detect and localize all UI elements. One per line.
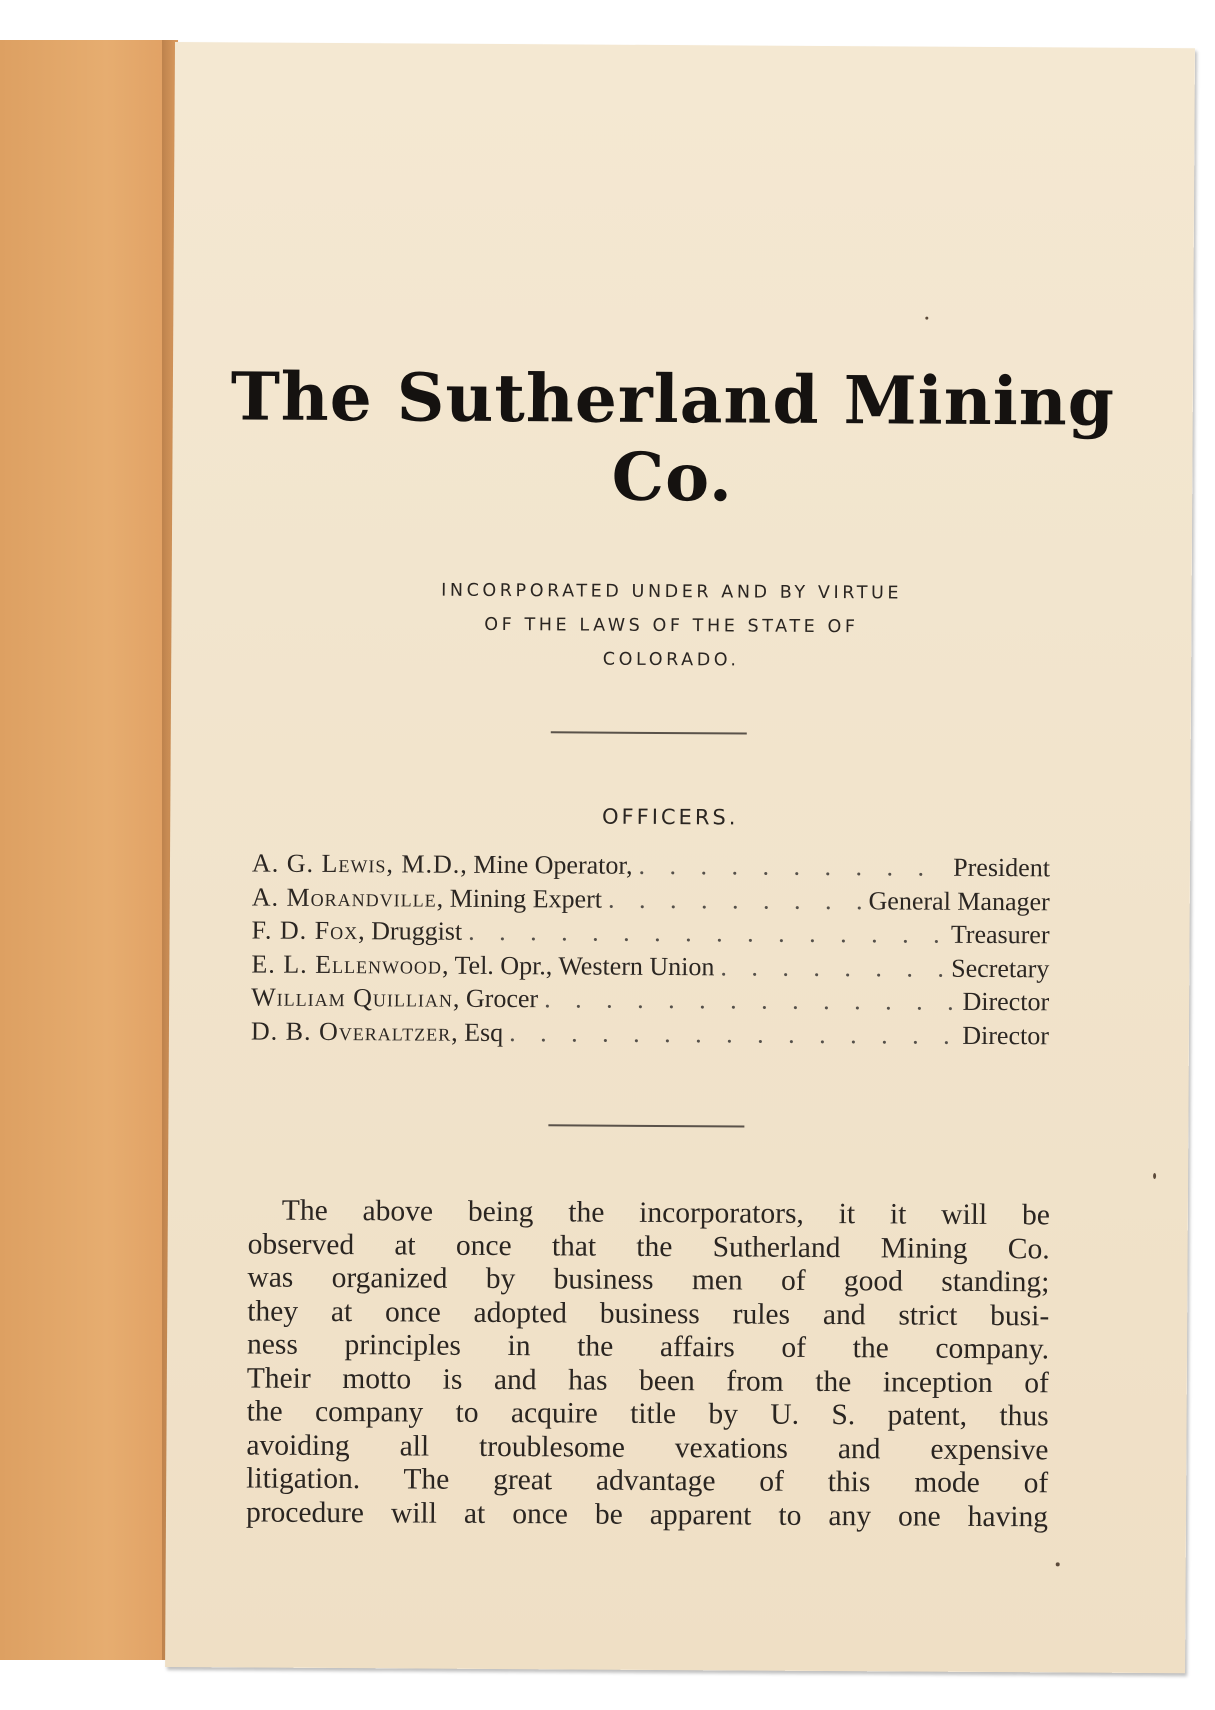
dot-leader <box>602 884 865 916</box>
dot-leader <box>503 1018 958 1051</box>
officer-occupation: , Mine Operator, <box>460 849 633 880</box>
paragraph-line: observed at once that the Sutherland Mining Co. <box>247 1227 1050 1265</box>
divider-rule <box>548 1124 744 1127</box>
dot-leader <box>462 917 947 950</box>
paragraph-line: Their motto is and has been from the inception of <box>246 1361 1049 1399</box>
officer-name: E. L. Ellenwood <box>251 948 443 980</box>
paragraph-line: the company to acquire title by U. S. patent, thus <box>246 1395 1049 1433</box>
officer-title: General Manager <box>868 885 1050 916</box>
paragraph-line: litigation. The great advantage of this mode of <box>246 1462 1049 1500</box>
booklet-cover-edge <box>0 40 178 1660</box>
incorporation-notice <box>171 572 1172 680</box>
paragraph-line: The above being the incorporators, it it will be <box>281 1194 1050 1232</box>
dot-leader <box>632 851 949 883</box>
officer-name: William Quillian <box>251 982 454 1013</box>
divider-rule <box>551 731 747 734</box>
officer-row <box>251 949 1049 987</box>
officer-title: Secretary <box>951 953 1050 983</box>
booklet-page <box>165 42 1195 1673</box>
body-paragraph <box>246 1194 1050 1534</box>
officer-name: A. Morandville <box>251 881 437 913</box>
paragraph-line: ness principles in the affairs of the company. <box>246 1328 1050 1366</box>
paragraph-line: was organized by business men of good standing; <box>247 1261 1050 1299</box>
officers-list <box>251 848 1050 1054</box>
officer-row <box>252 848 1050 886</box>
officer-row <box>251 1016 1049 1054</box>
officer-title: Treasurer <box>950 919 1050 950</box>
officer-row <box>251 982 1049 1020</box>
officer-name: F. D. Fox <box>251 915 359 946</box>
dot-leader <box>714 952 947 983</box>
officer-row <box>252 882 1050 920</box>
officer-name: A. G. Lewis, M.D. <box>251 848 461 879</box>
officer-occupation: , Grocer <box>452 983 539 1014</box>
incorporation-line: OF THE LAWS OF THE STATE OF <box>484 614 859 638</box>
officer-occupation: , Mining Expert <box>436 883 603 914</box>
paper-speck <box>1153 1173 1156 1179</box>
page-title: The Sutherland Mining Co. <box>230 357 1116 517</box>
paper-speck <box>1056 1562 1060 1566</box>
paragraph-line: avoiding all troublesome vexations and expensive <box>246 1428 1049 1466</box>
incorporation-line: INCORPORATED UNDER AND BY VIRTUE <box>441 580 903 604</box>
officer-title: Director <box>962 1020 1050 1050</box>
officer-title: President <box>953 852 1051 883</box>
paragraph-line: they at once adopted business rules and strict busi- <box>247 1294 1050 1332</box>
officer-name: D. B. Overaltzer <box>250 1015 452 1047</box>
paragraph-line: procedure will at once be apparent to any one having <box>245 1495 1049 1533</box>
officer-row <box>251 915 1049 953</box>
dot-leader <box>538 984 959 1017</box>
officer-title: Director <box>962 986 1050 1017</box>
officer-occupation: , Tel. Opr., Western Union <box>441 950 715 981</box>
officer-occupation: , Esq <box>451 1017 504 1047</box>
officers-heading: OFFICERS. <box>601 804 739 830</box>
officer-occupation: , Druggist <box>358 916 463 946</box>
paper-speck <box>925 317 928 320</box>
incorporation-line: COLORADO. <box>602 649 740 671</box>
